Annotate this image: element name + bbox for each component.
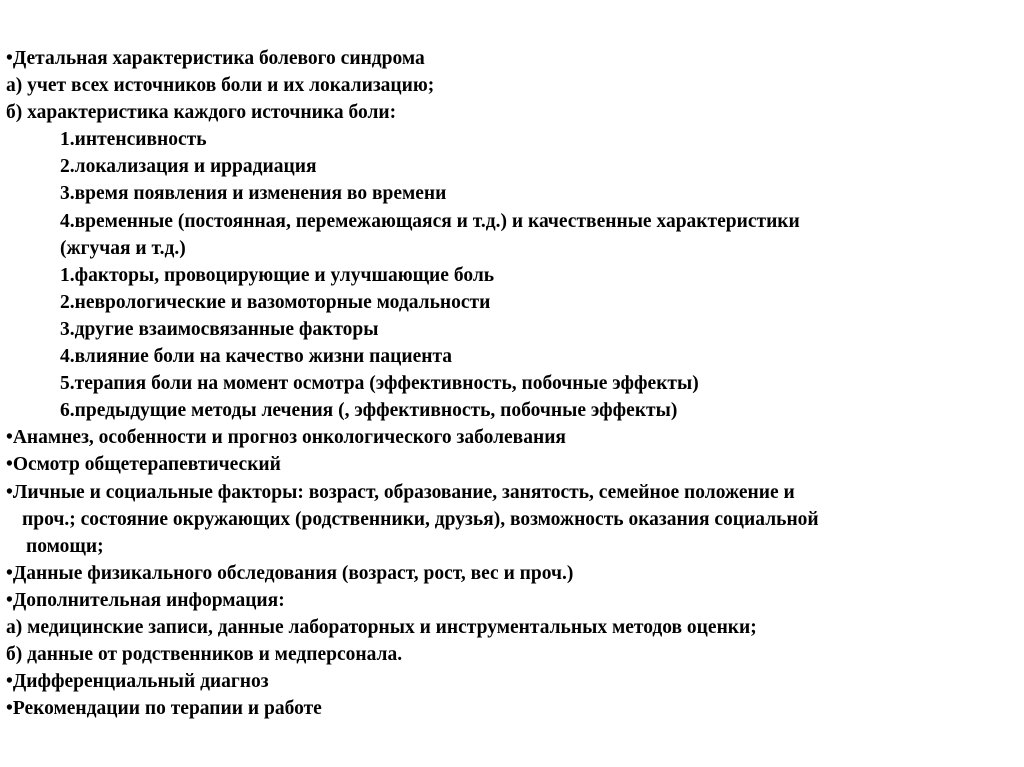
bullet-examination: •Осмотр общетерапевтический xyxy=(6,454,281,476)
list-item: 4.временные (постоянная, перемежающаяся и т.д.) и качественные характеристики xyxy=(60,210,800,232)
bullet-additional-info: •Дополнительная информация: xyxy=(6,589,285,611)
list-item: 3.время появления и изменения во времени xyxy=(60,183,447,205)
list-item: 6.предыдущие методы лечения (, эффективность, побочные эффекты) xyxy=(60,400,678,422)
text-body xyxy=(6,45,1006,722)
list-item: 2.локализация и иррадиация xyxy=(60,156,317,178)
list-item: 1.факторы, провоцирующие и улучшающие боль xyxy=(60,264,495,286)
list-item: 2.неврологические и вазомоторные модальности xyxy=(60,291,491,313)
sub-item-b: б) характеристика каждого источника боли: xyxy=(6,102,397,124)
list-item-continuation: (жгучая и т.д.) xyxy=(60,237,186,259)
list-item: 5.терапия боли на момент осмотра (эффективность, побочные эффекты) xyxy=(60,373,699,395)
sub-item-a: а) медицинские записи, данные лабораторных и инструментальных методов оценки; xyxy=(6,616,757,638)
bullet-differential-diagnosis: •Дифференциальный диагноз xyxy=(6,671,269,693)
list-item: 1.интенсивность xyxy=(60,129,207,151)
bullet-pain-syndrome: •Детальная характеристика болевого синдрома xyxy=(6,48,425,69)
bullet-recommendations: •Рекомендации по терапии и работе xyxy=(6,698,322,720)
sub-item-b: б) данные от родственников и медперсонала. xyxy=(6,644,403,666)
bullet-social-factors-continuation: помощи; xyxy=(26,535,104,557)
sub-item-a: а) учет всех источников боли и их локализацию; xyxy=(6,75,435,97)
bullet-physical-data: •Данные физикального обследования (возраст, рост, вес и проч.) xyxy=(6,562,574,584)
bullet-social-factors-continuation: проч.; состояние окружающих (родственники, друзья), возможность оказания социальной xyxy=(22,508,819,530)
bullet-anamnesis: •Анамнез, особенности и прогноз онкологического заболевания xyxy=(6,427,566,449)
list-item: 3.другие взаимосвязанные факторы xyxy=(60,318,379,340)
bullet-social-factors: •Личные и социальные факторы: возраст, образование, занятость, семейное положение и xyxy=(6,481,795,503)
list-item: 4.влияние боли на качество жизни пациента xyxy=(60,346,453,368)
